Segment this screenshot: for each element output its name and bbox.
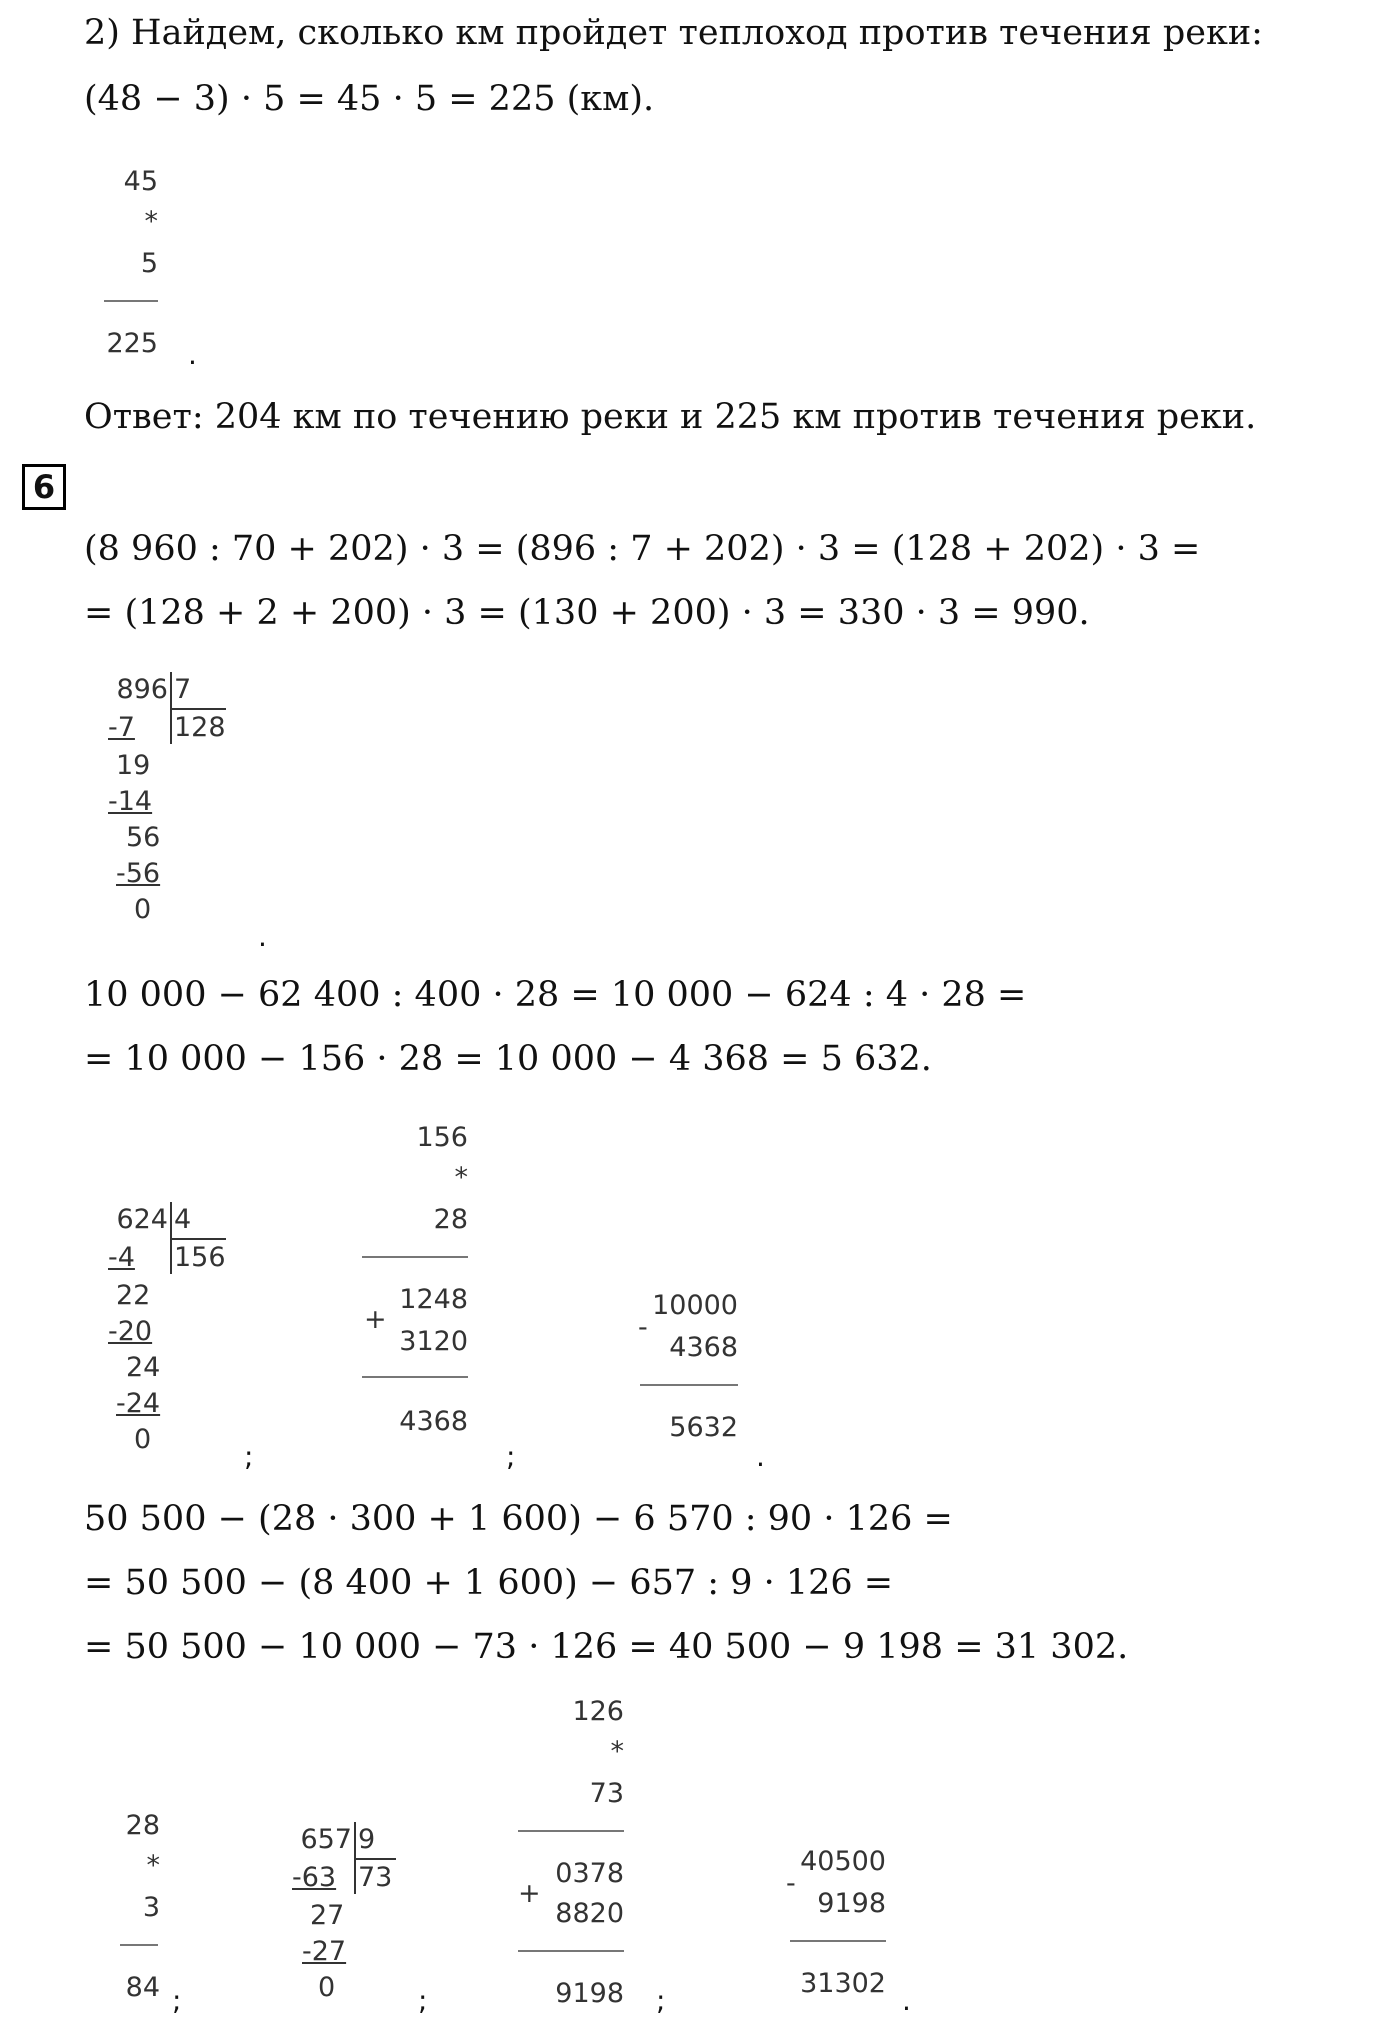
sum-rule: [518, 1950, 624, 1952]
end-mark: .: [902, 1984, 911, 2017]
step: -14: [108, 786, 153, 817]
partial-product: 3120: [399, 1326, 468, 1357]
quotient: 156: [174, 1242, 226, 1273]
step: 19: [116, 750, 151, 781]
mult-result: 9198: [555, 1978, 624, 2009]
end-mark: ;: [656, 1984, 666, 2017]
step: -27: [302, 1936, 347, 1967]
plus-sign: +: [364, 1304, 387, 1335]
end-mark: .: [756, 1440, 765, 1473]
difference: 5632: [669, 1412, 738, 1443]
minus-sign: -: [786, 1868, 796, 1899]
quotient: 73: [358, 1862, 393, 1893]
partial-product: 1248: [399, 1284, 468, 1315]
step: -4: [108, 1242, 135, 1273]
expr3-line-a: 50 500 − (28 · 300 + 1 600) − 6 570 : 90 · 126 =: [84, 1499, 953, 1539]
step: 56: [126, 822, 161, 853]
quotient-rule: [170, 1238, 226, 1240]
expr1-line-a: (8 960 : 70 + 202) · 3 = (896 : 7 + 202) · 3 = (128 + 202) · 3 =: [84, 529, 1201, 569]
mult-operator: *: [146, 1850, 160, 1881]
minus-sign: -: [638, 1312, 648, 1343]
mult-operator: *: [454, 1162, 468, 1193]
end-mark: ;: [244, 1440, 254, 1473]
step: 27: [310, 1900, 345, 1931]
dividend: 657: [300, 1824, 352, 1855]
mult-result: 84: [125, 1972, 160, 2003]
expr1-line-b: = (128 + 2 + 200) · 3 = (130 + 200) · 3 = 330 · 3 = 990.: [84, 593, 1090, 633]
partial-product: 8820: [555, 1898, 624, 1929]
expr2-line-b: = 10 000 − 156 · 28 = 10 000 − 4 368 = 5 632.: [84, 1039, 932, 1079]
end-mark: .: [258, 920, 267, 953]
quotient: 128: [174, 712, 226, 743]
step: -63: [292, 1862, 337, 1893]
subtrahend: 9198: [817, 1888, 886, 1919]
step: 0: [134, 1424, 152, 1455]
mult-operand-b: 3: [142, 1892, 160, 1923]
task-number-badge: 6: [22, 464, 66, 510]
dividend: 624: [116, 1204, 168, 1235]
answer-text: Ответ: 204 км по течению реки и 225 км против течения реки.: [84, 397, 1257, 437]
mult-result: 4368: [399, 1406, 468, 1437]
mult-rule: [120, 1944, 158, 1946]
expr3-line-b: = 50 500 − (8 400 + 1 600) − 657 : 9 · 126 =: [84, 1563, 894, 1603]
step2-calc: (48 − 3) · 5 = 45 · 5 = 225 (км).: [84, 79, 655, 119]
mult-result: 225: [106, 328, 158, 359]
divisor: 9: [358, 1824, 376, 1855]
mult-operand-a: 45: [123, 166, 158, 197]
sub-rule: [640, 1384, 738, 1386]
mult-operator: *: [610, 1736, 624, 1767]
step: 0: [318, 1972, 336, 2003]
plus-sign: +: [518, 1878, 541, 1909]
mult-operand-b: 5: [140, 248, 158, 279]
mult-rule: [104, 300, 158, 302]
expr2-line-a: 10 000 − 62 400 : 400 · 28 = 10 000 − 624 : 4 · 28 =: [84, 975, 1027, 1015]
subtrahend: 4368: [669, 1332, 738, 1363]
step: -24: [116, 1388, 161, 1419]
end-mark: ;: [506, 1440, 516, 1473]
dividend: 896: [116, 674, 168, 705]
step: 0: [134, 894, 152, 925]
mult-operand-b: 28: [433, 1204, 468, 1235]
divisor: 4: [174, 1204, 192, 1235]
step: -56: [116, 858, 161, 889]
mult-operand-a: 126: [572, 1696, 624, 1727]
difference: 31302: [800, 1968, 886, 1999]
mult-operand-a: 28: [125, 1810, 160, 1841]
mult-rule: [362, 1256, 468, 1258]
sum-rule: [362, 1376, 468, 1378]
sub-rule: [790, 1940, 886, 1942]
quotient-rule: [354, 1858, 396, 1860]
minuend: 40500: [800, 1846, 886, 1877]
mult-rule: [518, 1830, 624, 1832]
quotient-rule: [170, 708, 226, 710]
end-mark: ;: [418, 1984, 428, 2017]
mult-operand-b: 73: [589, 1778, 624, 1809]
mult-operator: *: [144, 206, 158, 237]
step: 24: [126, 1352, 161, 1383]
minuend: 10000: [652, 1290, 738, 1321]
step: 22: [116, 1280, 151, 1311]
partial-product: 0378: [555, 1858, 624, 1889]
end-mark: ;: [172, 1984, 182, 2017]
step2-text: 2) Найдем, сколько км пройдет теплоход против течения реки:: [84, 13, 1263, 53]
divisor: 7: [174, 674, 192, 705]
step: -7: [108, 712, 135, 743]
step: -20: [108, 1316, 153, 1347]
end-mark: .: [188, 338, 197, 371]
mult-operand-a: 156: [416, 1122, 468, 1153]
expr3-line-c: = 50 500 − 10 000 − 73 · 126 = 40 500 − 9 198 = 31 302.: [84, 1627, 1129, 1667]
